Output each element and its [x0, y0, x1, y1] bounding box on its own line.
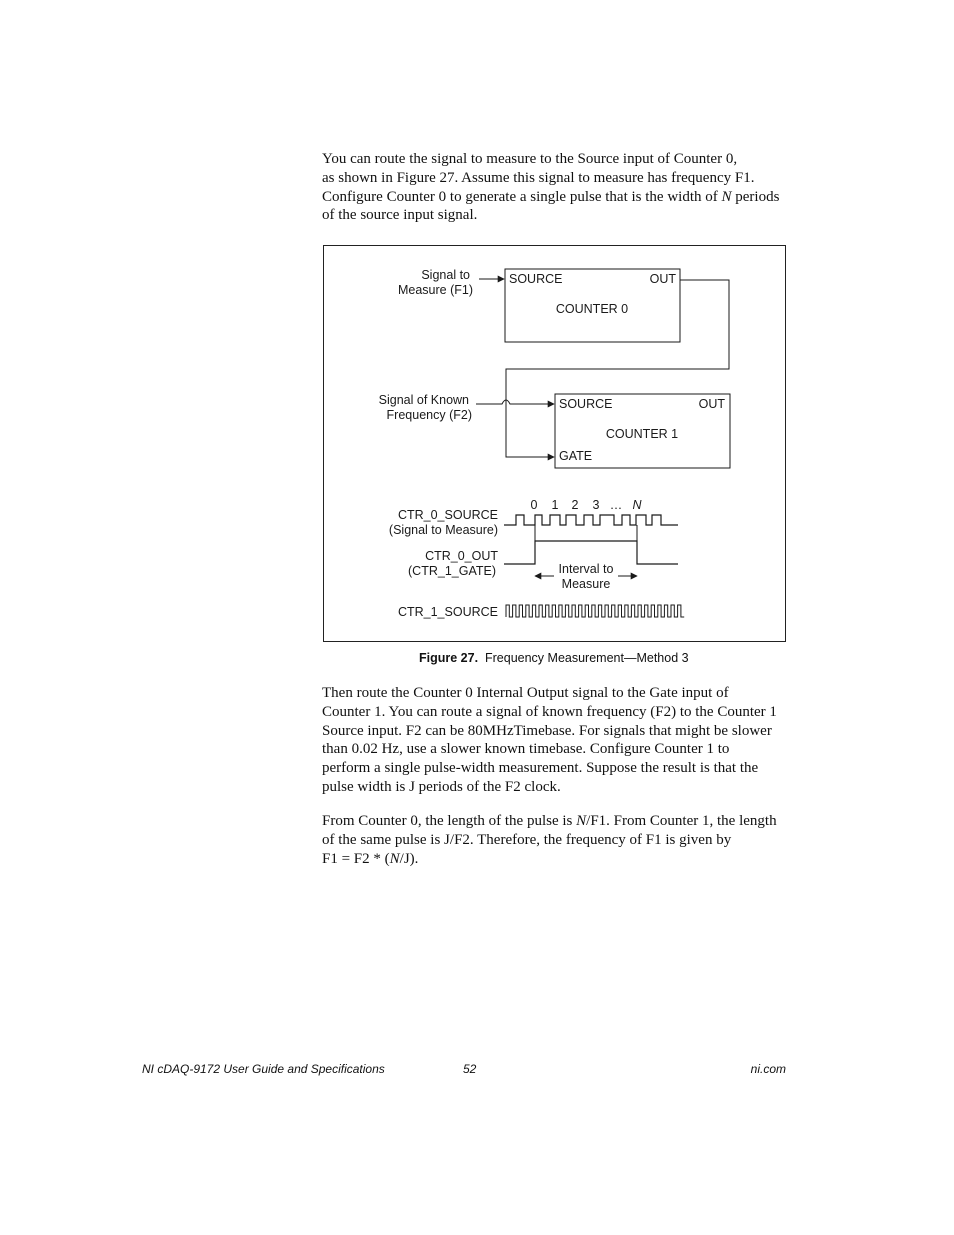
text-line: Source input. F2 can be 80MHzTimebase. For signals that might be slower	[322, 722, 772, 739]
ctr0-out-label-line1: CTR_0_OUT	[425, 549, 498, 563]
text-line: of the same pulse is J/F2. Therefore, the frequency of F1 is given by	[322, 831, 732, 848]
text-line	[322, 188, 792, 207]
tick-ellipsis: …	[609, 498, 623, 512]
text-line	[322, 850, 792, 869]
ctr0-source-label-line1: CTR_0_SOURCE	[397, 508, 498, 522]
text-line	[322, 812, 792, 831]
text-line: You can route the signal to measure to the Source input of Counter 0,	[322, 151, 738, 167]
text-line: pulse width is J periods of the F2 clock.	[322, 778, 561, 795]
signal-known-arrow	[476, 400, 554, 404]
text-line: than 0.02 Hz, use a slower known timebase. Configure Counter 1 to	[322, 741, 730, 758]
figure-title: Frequency Measurement—Method 3	[485, 651, 689, 665]
text-line: as shown in Figure 27. Assume this signal to measure has frequency F1.	[322, 169, 755, 186]
counter1-name: COUNTER 1	[605, 427, 679, 441]
italic-n: N	[721, 188, 732, 205]
counter0-source-label: SOURCE	[509, 272, 563, 286]
ctr1-source-label: CTR_1_SOURCE	[397, 605, 498, 619]
footer-document-title: NI cDAQ-9172 User Guide and Specifications	[142, 1062, 385, 1076]
formula-paragraph	[322, 812, 792, 868]
clock-trace	[506, 605, 684, 617]
ctr0-source-label-line2: (Signal to Measure)	[388, 523, 498, 537]
ctr0-source-waveform	[504, 515, 678, 525]
ctr0-out-waveform	[504, 541, 678, 564]
interval-label-line2: Measure	[561, 577, 611, 591]
diagram-canvas	[324, 246, 785, 641]
figure-caption	[419, 651, 689, 665]
footer-website: ni.com	[750, 1062, 786, 1076]
signal-to-measure-label-line1: Signal to	[421, 268, 470, 282]
text-run: Configure Counter 0 to generate a single pulse that is the width of	[322, 188, 722, 205]
intro-paragraph	[322, 150, 792, 225]
italic-n: N	[389, 850, 400, 867]
counter1-source-label: SOURCE	[559, 397, 613, 411]
text-run: From Counter 0, the length of the pulse is	[322, 813, 577, 829]
tick-n: N	[632, 498, 642, 512]
routing-paragraph	[322, 684, 792, 797]
ctr1-source-waveform	[506, 605, 684, 617]
text-line: of the source input signal.	[322, 207, 478, 224]
text-line: Then route the Counter 0 Internal Output signal to the Gate input of	[322, 685, 729, 701]
ctr0-out-label-line2: (CTR_1_GATE)	[408, 564, 496, 578]
interval-label-line1: Interval to	[558, 562, 614, 576]
tick-1: 1	[551, 498, 559, 512]
counter1-gate-label: GATE	[559, 449, 593, 463]
tick-2: 2	[571, 498, 579, 512]
signal-known-label-line1: Signal of Known	[378, 393, 469, 407]
text-run: periods	[731, 188, 780, 205]
text-run: /J).	[399, 850, 419, 867]
counter1-out-label: OUT	[698, 397, 725, 411]
counter0-out-label: OUT	[649, 272, 676, 286]
signal-known-label-line2: Frequency (F2)	[386, 408, 472, 422]
text-run: /F1. From Counter 1, the length	[586, 813, 777, 829]
text-line: Counter 1. You can route a signal of known frequency (F2) to the Counter 1	[322, 703, 777, 720]
counter0-name: COUNTER 0	[555, 302, 629, 316]
tick-3: 3	[592, 498, 600, 512]
figure-27-diagram	[323, 245, 786, 642]
italic-n: N	[576, 813, 587, 829]
signal-to-measure-label-line2: Measure (F1)	[397, 283, 473, 297]
text-run: F1 = F2 * (	[322, 850, 390, 867]
tick-0: 0	[530, 498, 538, 512]
text-line: perform a single pulse-width measurement. Suppose the result is that the	[322, 760, 759, 777]
footer-page-number: 52	[463, 1062, 477, 1076]
figure-number: Figure 27.	[419, 651, 479, 665]
